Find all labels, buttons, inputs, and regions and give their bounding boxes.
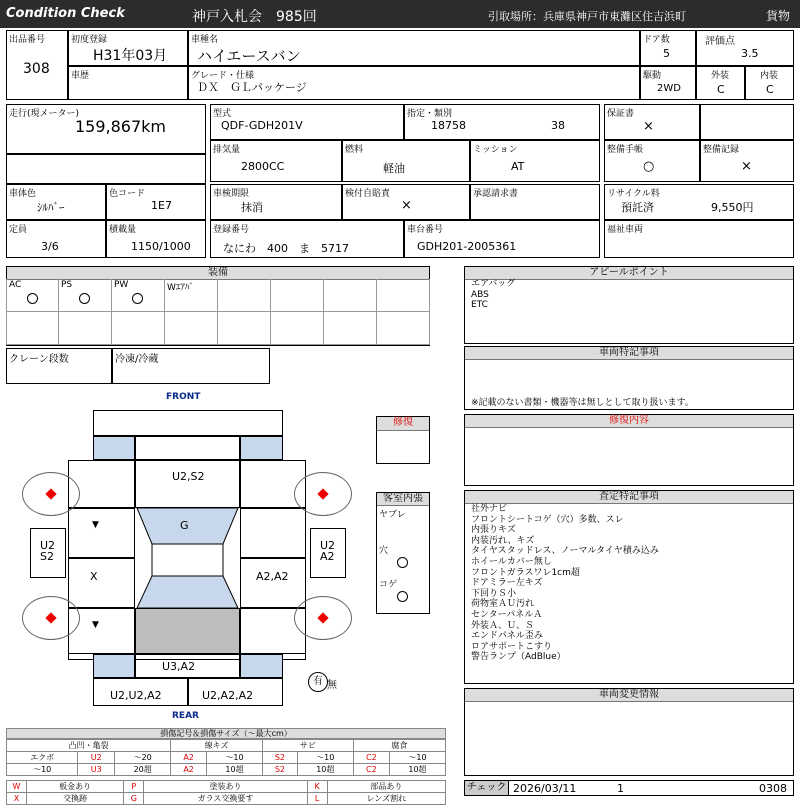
legend-symbol-cell: 塗装あり — [144, 781, 307, 793]
color-code-cell — [106, 184, 206, 220]
appeal-title: アピールポイント — [465, 267, 793, 280]
color-code-label: 色コード — [109, 189, 146, 199]
check-bar — [464, 780, 794, 796]
legend-symbol-cell: 板金あり — [27, 781, 124, 793]
score-label: 評価点 — [705, 36, 735, 47]
chassis-label: 車台番号 — [407, 225, 444, 235]
seat-left-front-icon: ▼ — [92, 520, 99, 530]
records-label: 整備記録 — [703, 145, 740, 155]
warranty-label: 保証書 — [607, 109, 635, 119]
inspection-value: 抹消 — [241, 201, 263, 214]
model-value: QDF-GDH201V — [221, 119, 303, 132]
equipment-cell — [271, 279, 324, 312]
equipment-cell — [377, 312, 430, 345]
legend-symbol-cell: G — [124, 793, 144, 805]
legend-symbol-cell: P — [124, 781, 144, 793]
rear-label: REAR — [172, 711, 199, 721]
grade-value: ＤＸ ＧＬパッケージ — [197, 81, 307, 94]
drive-value: 2WD — [657, 83, 681, 94]
int-label: 内装 — [760, 71, 779, 81]
reg-no-cell — [210, 220, 404, 258]
cabin-tear-label: ヤブレ — [379, 510, 406, 520]
mileage-extra — [6, 154, 206, 184]
repair-title: 修復内容 — [465, 415, 793, 428]
approval-cell — [470, 184, 600, 220]
doors-cell — [640, 30, 696, 66]
color-value: ｼﾙﾊﾞｰ — [37, 201, 65, 214]
legend-cell: C2 — [353, 752, 389, 764]
load-label: 積載量 — [109, 225, 137, 235]
legend-group: 凸凹・亀裂 — [7, 740, 171, 752]
doors-label: ドア数 — [643, 35, 670, 45]
reg-no-label: 登録番号 — [213, 225, 250, 235]
legend-table — [6, 739, 446, 776]
spare-none-label: 無 — [327, 680, 337, 691]
repair-panel — [464, 414, 794, 486]
change-panel — [464, 688, 794, 776]
score-value: 3.5 — [741, 47, 759, 60]
reg-no-value: なにわ 400 ま 5717 — [223, 242, 349, 255]
equipment-cell — [377, 279, 430, 312]
mark-rear-right: U2,A2,A2 — [202, 689, 254, 702]
rear-left-wheel — [22, 596, 80, 640]
equipment-cell — [59, 279, 112, 312]
rear-right-door — [240, 558, 306, 608]
equipment-cell — [112, 279, 165, 312]
mileage-label: 走行(現メーター) — [9, 109, 80, 119]
seat-left-rear-icon: ▼ — [92, 620, 99, 630]
front-left-door — [68, 508, 135, 558]
crane-label: クレーン段数 — [9, 354, 69, 365]
lot-label: 出品番号 — [9, 35, 46, 45]
inspector-lines: 社外ナビ フロントシートコゲ（穴）多数、スレ 内張りキズ 内装汚れ、キズ タイヤスタッドレス、ノーマルタイヤ積み込み ホイールカバー無し フロントガラスワレ1cm超 ドアミラー左キズ 下回りＳ小 荷物室ＡＵ汚れ センターパネルＡ 外装Ａ、Ｕ、Ｓ エンドパネル歪み ロアサポートこすり 警告ランプ（AdBlue） — [471, 504, 659, 663]
check-date: 2026/03/11 — [513, 782, 577, 795]
insurance-cell — [342, 184, 470, 220]
rear-glass — [137, 576, 238, 608]
legend-cell: エクボ — [7, 752, 78, 764]
mark-right-panel: U2 A2 — [320, 539, 336, 563]
change-title: 車両変更情報 — [465, 689, 793, 702]
inspector-title: 査定特記事項 — [465, 491, 793, 504]
mileage-cell — [6, 104, 206, 154]
chassis-value: GDH201-2005361 — [417, 240, 517, 253]
ext-cell — [696, 66, 745, 100]
freezer-cell — [112, 348, 270, 384]
equipment-cell — [324, 312, 377, 345]
equipment-cell — [218, 312, 271, 345]
hood-panel — [135, 460, 240, 508]
legend-cell: U3 — [78, 764, 115, 776]
cabin-box — [376, 492, 430, 614]
mission-value: AT — [511, 160, 525, 173]
color-cell — [6, 184, 106, 220]
first-reg-value: H31年03月 — [93, 48, 168, 64]
history-label: 車歴 — [71, 71, 90, 81]
model-label: 型式 — [213, 109, 232, 119]
warranty-blank — [700, 104, 794, 140]
warranty-cell — [604, 104, 700, 140]
header-bar — [0, 0, 800, 28]
mark-left-door: X — [90, 570, 98, 583]
mileage-value: 159,867km — [75, 117, 167, 136]
rear-left-door — [68, 558, 135, 608]
cargo-label: 貨物 — [766, 9, 791, 23]
legend-symbol-cell: W — [7, 781, 27, 793]
legend-symbol-cell: X — [7, 793, 27, 805]
inspection-cell — [210, 184, 342, 220]
legend-cell: ～10 — [297, 752, 353, 764]
legend-cell: ～10 — [207, 752, 263, 764]
rear-left-glass — [93, 654, 135, 678]
displacement-cell — [210, 140, 342, 182]
mark-left-panel: U2 S2 — [40, 539, 56, 563]
displacement-label: 排気量 — [213, 145, 241, 155]
name-cell — [188, 30, 640, 66]
appeal-lines: エアバッグ ABS ETC — [471, 279, 516, 311]
int-value: C — [766, 83, 774, 96]
insurance-label: 検付自賠責 — [345, 189, 391, 199]
front-grille — [135, 436, 240, 460]
condition-check-title: Condition Check — [6, 6, 125, 21]
insurance-value: × — [401, 198, 412, 213]
lot-cell — [6, 30, 68, 100]
records-value: × — [741, 159, 752, 174]
records-cell — [700, 140, 794, 182]
mission-cell — [470, 140, 600, 182]
welfare-cell — [604, 220, 794, 258]
category-value: 38 — [551, 119, 565, 132]
check-count: 1 — [617, 782, 624, 795]
check-number: 0308 — [759, 782, 787, 795]
legend-symbol-cell: 部品あり — [327, 781, 445, 793]
legend-cell: 10超 — [297, 764, 353, 776]
equipment-label: PW — [114, 280, 129, 290]
chassis-cell — [404, 220, 600, 258]
first-reg-cell — [68, 30, 188, 66]
int-cell — [745, 66, 794, 100]
grade-label: グレード・仕様 — [191, 71, 255, 81]
cabin-burn-mark — [397, 591, 408, 602]
front-bumper — [93, 410, 283, 436]
pickup-place: 引取場所：兵庫県神戸市東灘区住吉浜町 — [488, 10, 686, 23]
mark-windshield: G — [180, 519, 189, 532]
equipment-mark — [79, 293, 90, 304]
front-right-wheel — [294, 472, 352, 516]
legend — [6, 728, 446, 805]
inspection-label: 車検期限 — [213, 189, 250, 199]
recycle-label: リサイクル料 — [607, 189, 660, 199]
manual-value: ○ — [643, 159, 655, 174]
recycle-cell — [604, 184, 794, 220]
front-label: FRONT — [166, 392, 201, 402]
equipment-label: Wｴｱﾊﾞ — [167, 283, 194, 293]
legend-symbol-cell: 交換跡 — [27, 793, 124, 805]
legend-cell: ～10 — [7, 764, 78, 776]
doors-value: 5 — [663, 47, 670, 60]
spare-tire-circle: 有 — [308, 672, 328, 692]
equipment-cell — [6, 279, 59, 312]
cabin-label: 客室内張 — [377, 493, 429, 506]
name-label: 車種名 — [191, 35, 219, 45]
legend-cell: 20超 — [115, 764, 171, 776]
designation-value: 18758 — [431, 119, 466, 132]
cargo-floor — [135, 608, 240, 654]
rear-right-glass — [240, 654, 283, 678]
color-label: 車体色 — [9, 189, 37, 199]
mark-rear-left: U2,U2,A2 — [110, 689, 162, 702]
ext-value: C — [717, 83, 725, 96]
roof — [152, 544, 223, 576]
legend-symbol-cell: レンズ割れ — [327, 793, 445, 805]
legend-cell: 10超 — [389, 764, 445, 776]
fuel-value: 軽油 — [383, 162, 405, 175]
mark-lower-panel: U3,A2 — [162, 660, 196, 673]
equipment-cell — [165, 312, 218, 345]
equipment-mark — [27, 293, 38, 304]
legend-cell: U2 — [78, 752, 115, 764]
legend-cell: A2 — [171, 764, 207, 776]
cabin-burn-label: コゲ — [379, 580, 398, 590]
designation-label: 指定・類別 — [407, 109, 453, 119]
legend-title: 損傷記号＆損傷サイズ（～最大cm） — [6, 728, 446, 739]
equipment-cell — [218, 279, 271, 312]
load-value: 1150/1000 — [131, 240, 191, 253]
grade-cell — [188, 66, 640, 100]
auction-title: 神戸入札会 985回 — [192, 9, 317, 25]
check-label: チェック — [465, 781, 509, 795]
drive-label: 駆動 — [643, 71, 662, 81]
capacity-cell — [6, 220, 106, 258]
legend-cell: ～20 — [115, 752, 171, 764]
legend-cell: S2 — [263, 752, 298, 764]
capacity-label: 定員 — [9, 225, 28, 235]
front-right-glass — [240, 436, 283, 460]
legend-group: サビ — [263, 740, 354, 752]
history-cell — [68, 66, 188, 100]
front-right-door — [240, 508, 306, 558]
special-note: ※記載のない書類・機器等は無しとして取り扱います。 — [471, 398, 694, 408]
cabin-hole-label: 穴 — [379, 546, 389, 556]
legend-group: 線キズ — [171, 740, 263, 752]
equipment-label: AC — [9, 280, 22, 290]
mark-right-door: A2,A2 — [256, 570, 289, 583]
ext-label: 外装 — [711, 71, 730, 81]
special-panel — [464, 346, 794, 410]
crane-cell — [6, 348, 112, 384]
welfare-label: 福祉車両 — [607, 225, 644, 235]
approval-label: 承認請求書 — [473, 189, 519, 199]
drive-cell — [640, 66, 696, 100]
load-cell — [106, 220, 206, 258]
appeal-panel — [464, 266, 794, 344]
legend-cell: A2 — [171, 752, 207, 764]
recycle-status: 預託済 — [621, 201, 654, 214]
equipment-cell — [324, 279, 377, 312]
front-left-glass — [93, 436, 135, 460]
equipment-cell — [6, 312, 59, 345]
rear-right-wheel — [294, 596, 352, 640]
legend-symbol-cell: L — [307, 793, 327, 805]
warranty-value: × — [643, 119, 654, 134]
special-title: 車両特記事項 — [465, 347, 793, 360]
mark-top-panel: U2,S2 — [172, 470, 205, 483]
manual-cell — [604, 140, 700, 182]
cabin-hole-mark — [397, 557, 408, 568]
front-left-wheel — [22, 472, 80, 516]
manual-label: 整備手帳 — [607, 145, 644, 155]
freezer-label: 冷凍/冷蔵 — [115, 354, 159, 365]
fuel-label: 燃料 — [345, 145, 364, 155]
equipment-label: PS — [61, 280, 73, 290]
color-code-value: 1E7 — [151, 199, 172, 212]
mission-label: ミッション — [473, 145, 518, 155]
equipment-cell — [271, 312, 324, 345]
vehicle-name: ハイエースバン — [197, 47, 301, 65]
legend-cell: ～10 — [389, 752, 445, 764]
legend-cell: S2 — [263, 764, 298, 776]
fuel-cell — [342, 140, 470, 182]
legend-symbol-cell: ガラス交換要す — [144, 793, 307, 805]
equipment-cell — [112, 312, 165, 345]
equipment-mark — [132, 293, 143, 304]
repair-mark-box — [376, 416, 430, 464]
equipment-cell — [165, 279, 218, 312]
displacement-value: 2800CC — [241, 160, 285, 173]
equipment-title: 装備 — [7, 267, 429, 280]
score-cell — [696, 30, 794, 66]
recycle-fee: 9,550円 — [711, 201, 754, 214]
repair-mark-label: 修復 — [377, 417, 429, 431]
legend-cell: 10超 — [207, 764, 263, 776]
legend-cell: C2 — [353, 764, 389, 776]
capacity-value: 3/6 — [41, 240, 59, 253]
legend-symbols — [6, 780, 446, 805]
legend-group: 腐食 — [353, 740, 445, 752]
inspector-panel — [464, 490, 794, 684]
first-reg-label: 初度登録 — [71, 35, 108, 45]
legend-symbol-cell: K — [307, 781, 327, 793]
equipment-cell — [59, 312, 112, 345]
model-cell — [210, 104, 404, 140]
designation-cell — [404, 104, 600, 140]
lot-number: 308 — [23, 61, 50, 77]
